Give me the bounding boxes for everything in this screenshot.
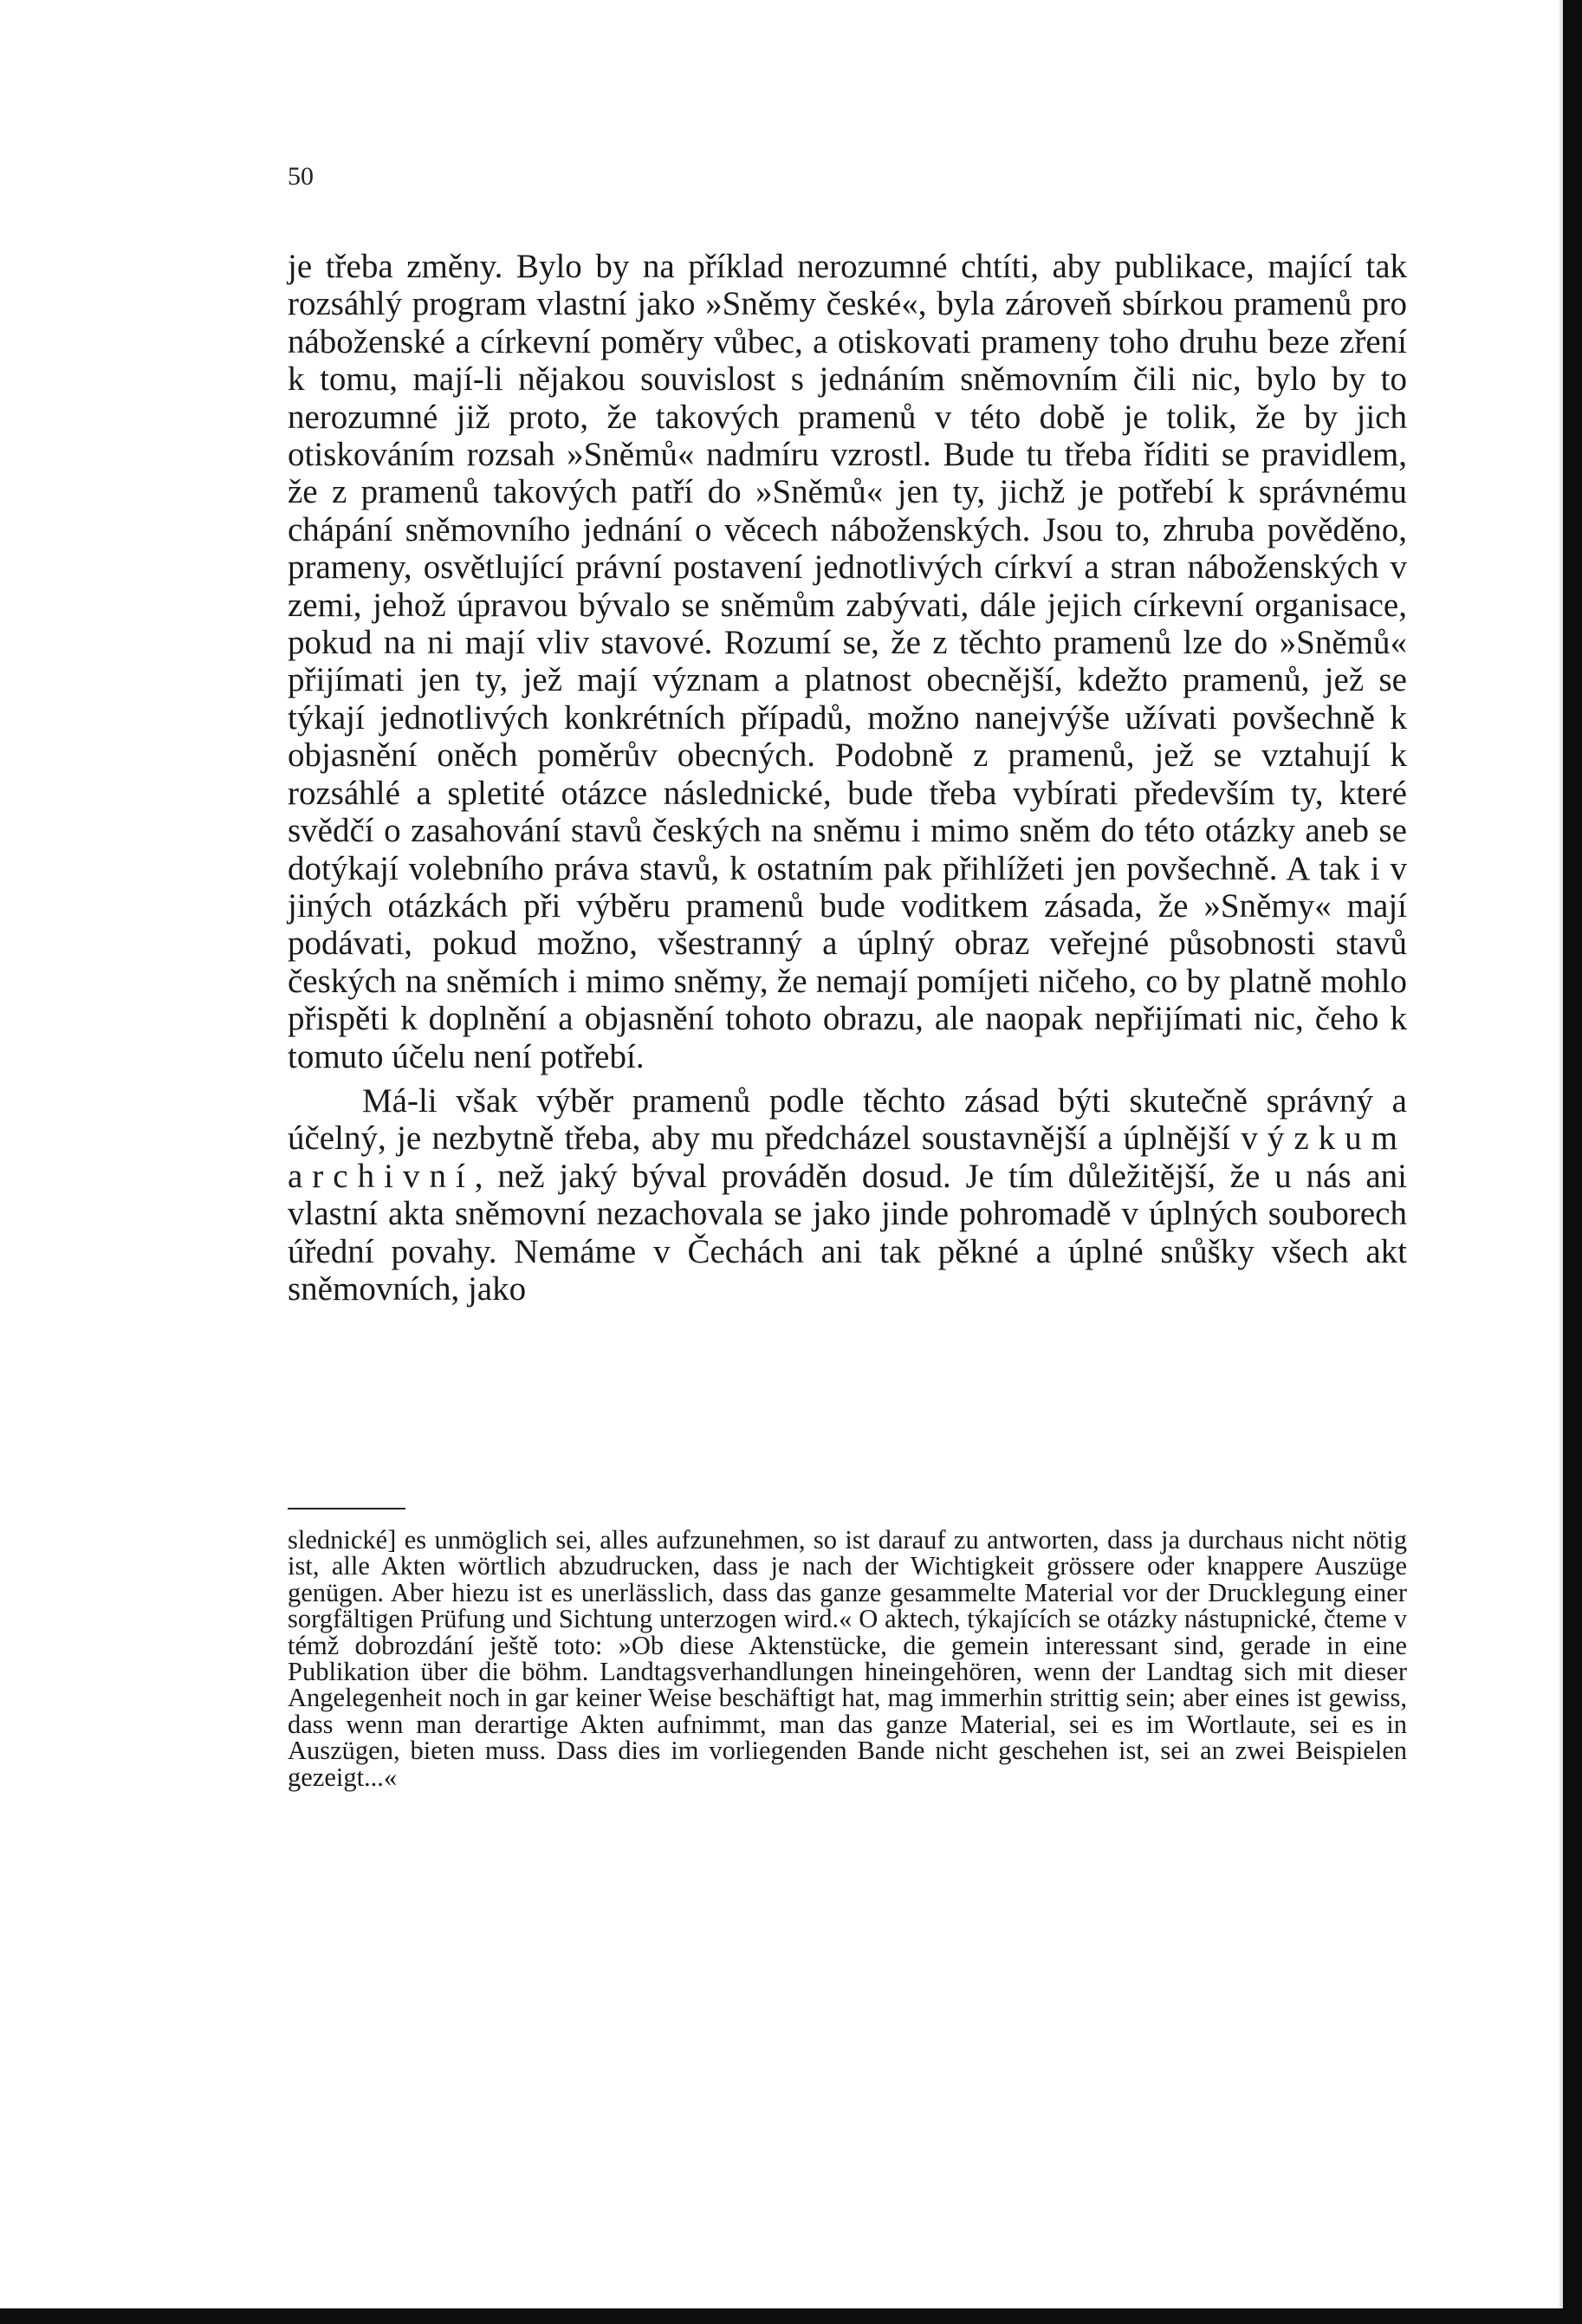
scan-border-right <box>1563 0 1582 2324</box>
page-number: 50 <box>288 162 314 191</box>
paragraph-2-text-end: , než jaký býval prováděn dosud. Je tím důležitější, že u nás ani vlastní akta sněmovní nezachovala se jako jinde pohromadě v úplných souborech úřední povahy. Nemáme v Čechách ani tak pěkné a úplné snůšky všech akt sněmovních, jako <box>288 1157 1407 1308</box>
footnote-text: slednické] es unmöglich sei, alles aufzunehmen, so ist darauf zu antworten, dass ja durchaus nicht nötig ist, alle Akten wörtlich abzudrucken, dass je nach der Wichtigkeit grössere oder knappere Auszüge genügen. Aber hiezu ist es unerlässlich, dass das ganze gesammelte Material vor der Drucklegung einer sorgfältigen Prüfung und Sichtung unterzogen wird.« O aktech, týkajících se otázky nástupnické, čteme v témž dobrozdání ještě toto: »Ob diese Aktenstücke, die gemein interessant sind, gerade in eine Publikation über die böhm. Landtagsverhandlungen hineingehören, wenn der Landtag sich mit dieser Angelegenheit noch in gar keiner Weise beschäftigt hat, mag immerhin strittig sein; aber eines ist gewiss, dass wenn man derartige Akten aufnimmt, man das ganze Material, sei es im Wortlaute, sei es in Auszügen, bieten muss. Dass dies im vorliegenden Bande nicht geschehen ist, sei an zwei Beispielen gezeigt...« <box>288 1525 1407 1792</box>
footnote-separator <box>288 1508 405 1509</box>
main-text <box>288 248 1407 1308</box>
paragraph-1 <box>288 248 1407 1075</box>
paragraph-2 <box>288 1082 1407 1308</box>
footnote <box>288 1527 1407 1790</box>
paragraph-2-emphasis: výzkum archivní <box>288 1120 1407 1195</box>
paragraph-2-text-start: Má-li však výběr pramenů podle těchto zásad býti skutečně správný a účelný, je nezbytně třeba, aby mu předcházel soustavnější a úplnější <box>288 1081 1407 1158</box>
scan-border-bottom <box>0 2308 1582 2324</box>
paragraph-1-text: je třeba změny. Bylo by na příklad nerozumné chtíti, aby publikace, mající tak rozsáhlý program vlastní jako »Sněmy české«, byla zároveň sbírkou pramenů pro náboženské a církevní poměry vůbec, a otiskovati prameny toho druhu beze zření k tomu, mají-li nějakou souvislost s jednáním sněmovním čili nic, bylo by to nerozumné již proto, že takových pramenů v této době je tolik, že by jich otiskováním rozsah »Sněmů« nadmíru vzrostl. Bude tu třeba říditi se pravidlem, že z pramenů takových patří do »Sněmů« jen ty, jichž je potřebí k správnému chápání sněmovního jednání o věcech náboženských. Jsou to, zhruba pověděno, prameny, osvětlující právní postavení jednotlivých církví a stran náboženských v zemi, jehož úpravou bývalo se sněmům zabývati, dále jejich církevní organisace, pokud na ni mají vliv stavové. Rozumí se, že z těchto pramenů lze do »Sněmů« přijímati jen ty, jež mají význam a platnost obecnější, kdežto pramenů, jež se týkají jednotlivých konkrétních případů, možno nanejvýše užívati povšechně k objasnění oněch poměrův obecných. Podobně z pramenů, jež se vztahují k rozsáhlé a spletité otázce následnické, bude třeba vybírati především ty, které svědčí o zasahování stavů českých na sněmu i mimo sněm do této otázky aneb se dotýkají volebního práva stavů, k ostatním pak přihlížeti jen povšechně. A tak i v jiných otázkách při výběru pramenů bude voditkem zásada, že »Sněmy« mají podávati, pokud možno, všestranný a úplný obraz veřejné působnosti stavů českých na sněmích i mimo sněmy, že nemají pomíjeti ničeho, co by platně mohlo přispěti k doplnění a objasnění tohoto obrazu, ale naopak nepřijímati nic, čeho k tomuto účelu není potřebí. <box>288 248 1407 1075</box>
